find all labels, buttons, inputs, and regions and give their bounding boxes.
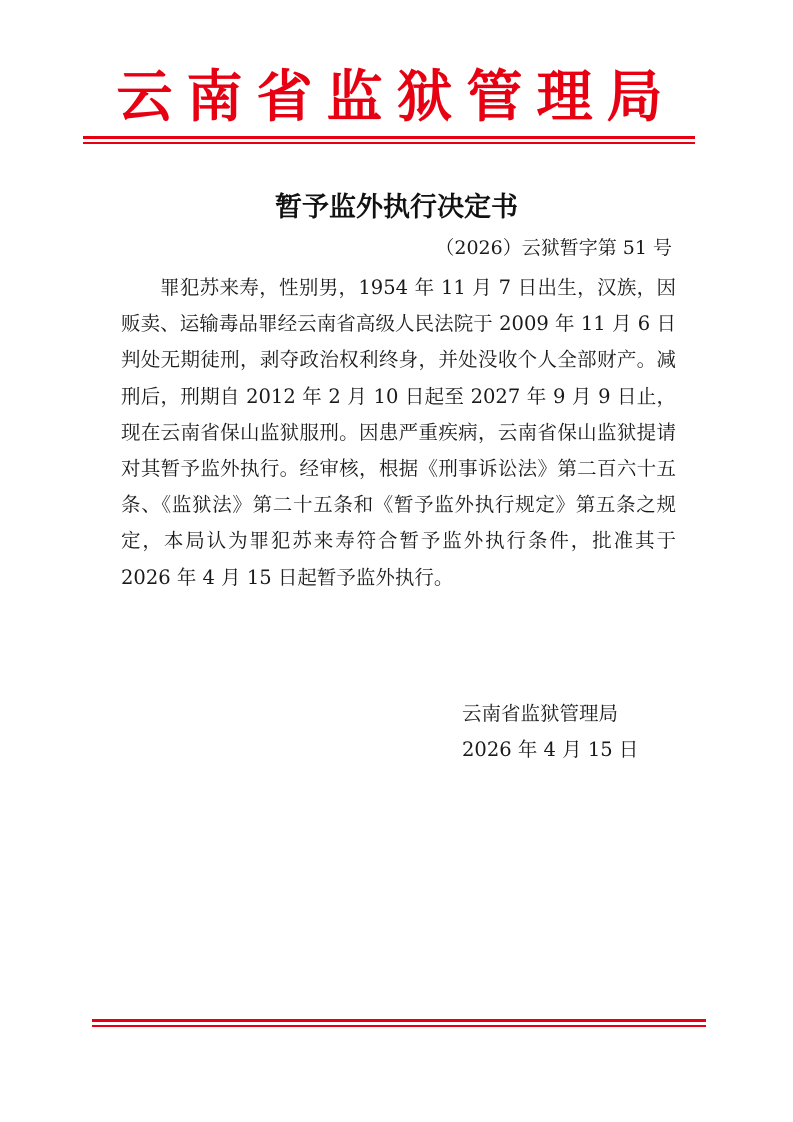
issuer-name: 云南省监狱管理局	[462, 702, 619, 725]
document-body: 罪犯苏来寿，性别男，1954 年 11 月 7 日出生，汉族，因贩卖、运输毒品罪经云南省高级人民法院于 2009 年 11 月 6 日判处无期徒刑，剥夺政治权利终身，并处没收个人全部财产。减刑后，刑期自 2012 年 2 月 10 日起至 2027 年 9 月 9 日止，现在云南省保山监狱服刑。因患严重疾病，云南省保山监狱提请对其暂予监外执行。经审核，根据《刑事诉讼法》第二百六十五条、《监狱法》第二十五条和《暂予监外执行规定》第五条之规定，本局认为罪犯苏来寿符合暂予监外执行条件，批准其于 2026 年 4 月 15 日起暂予监外执行。	[121, 276, 676, 589]
footer-divider-thin	[92, 1025, 706, 1027]
header-divider-thick	[83, 136, 695, 139]
signature-block	[462, 696, 638, 768]
agency-header-title: 云南省监狱管理局	[116, 65, 677, 130]
document-number: （2026）云狱暂字第 51 号	[435, 237, 672, 259]
header-divider-thin	[83, 142, 695, 144]
document-title: 暂予监外执行决定书	[275, 192, 518, 223]
footer-divider-thick	[92, 1019, 706, 1022]
issue-date: 2026 年 4 月 15 日	[462, 738, 639, 761]
